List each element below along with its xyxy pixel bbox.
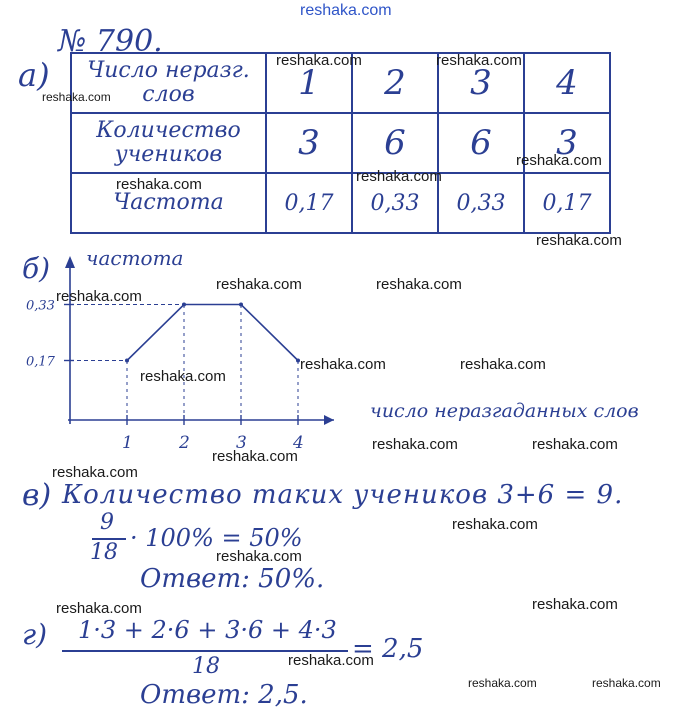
watermark: reshaka.com	[42, 90, 111, 104]
series-line	[127, 305, 298, 361]
fraction-numerator: 9	[100, 510, 114, 535]
mean-result: = 2,5	[352, 634, 424, 664]
table-cell: 6	[352, 113, 438, 173]
watermark: reshaka.com	[140, 368, 226, 385]
table-cell: 1	[266, 53, 352, 113]
watermark: reshaka.com	[288, 652, 374, 669]
watermark: reshaka.com	[216, 276, 302, 293]
part-v-label: в)	[22, 478, 52, 513]
table-cell: 3	[266, 113, 352, 173]
watermark: reshaka.com	[300, 356, 386, 373]
part-a-label: а)	[18, 56, 50, 94]
part-b-label: б)	[22, 252, 51, 285]
table-cell: 6	[438, 113, 524, 173]
table-cell: 0,33	[438, 173, 524, 233]
table-cell: 0,17	[524, 173, 610, 233]
watermark: reshaka.com	[532, 436, 618, 453]
watermark: reshaka.com	[468, 676, 537, 690]
watermark: reshaka.com	[376, 276, 462, 293]
x-tick-label: 4	[293, 433, 304, 453]
watermark: reshaka.com	[116, 176, 202, 193]
mean-denominator: 18	[192, 654, 220, 679]
mean-numerator: 1·3 + 2·6 + 3·6 + 4·3	[78, 616, 337, 644]
watermark: reshaka.com	[592, 676, 661, 690]
table-cell: 3	[438, 53, 524, 113]
watermark: reshaka.com	[532, 596, 618, 613]
part-g-label: г)	[22, 618, 48, 651]
part-g-answer: Ответ: 2,5.	[140, 680, 308, 710]
table-cell: 3	[524, 113, 610, 173]
table-cell: 0,33	[352, 173, 438, 233]
watermark: reshaka.com	[516, 152, 602, 169]
watermark: reshaka.com	[436, 52, 522, 69]
watermark: reshaka.com	[356, 168, 442, 185]
table-cell: 2	[352, 53, 438, 113]
watermark: reshaka.com	[452, 516, 538, 533]
row-label-students: Количество учеников	[71, 113, 266, 173]
x-axis-label: число неразгаданных слов	[370, 400, 639, 422]
y-tick-label: 0,17	[26, 354, 55, 370]
watermark: reshaka.com	[56, 288, 142, 305]
y-tick-label: 0,33	[26, 298, 55, 314]
part-v-answer: Ответ: 50%.	[140, 564, 325, 594]
x-tick-label: 2	[179, 433, 190, 453]
watermark: reshaka.com	[372, 436, 458, 453]
watermark: reshaka.com	[460, 356, 546, 373]
row-label-frequency: Частота	[71, 173, 266, 233]
watermark: reshaka.com	[52, 464, 138, 481]
watermark: reshaka.com	[276, 52, 362, 69]
table-cell: 0,17	[266, 173, 352, 233]
site-header: reshaka.com	[300, 2, 392, 19]
y-axis-label: частота	[86, 246, 184, 270]
percent-calc: · 100% = 50%	[130, 524, 303, 552]
problem-number: № 790.	[58, 24, 163, 59]
table-cell: 4	[524, 53, 610, 113]
x-tick-label: 3	[236, 433, 247, 453]
watermark: reshaka.com	[536, 232, 622, 249]
y-axis-arrow	[65, 256, 75, 268]
row-label-words: Число неразг. слов	[71, 53, 266, 113]
fraction-denominator: 18	[90, 540, 118, 565]
x-tick-label: 1	[122, 433, 133, 453]
watermark: reshaka.com	[216, 548, 302, 565]
part-v-line1: Количество таких учеников 3+6 = 9.	[62, 480, 624, 510]
x-axis-arrow	[324, 415, 334, 425]
watermark: reshaka.com	[212, 448, 298, 465]
watermark: reshaka.com	[56, 600, 142, 617]
